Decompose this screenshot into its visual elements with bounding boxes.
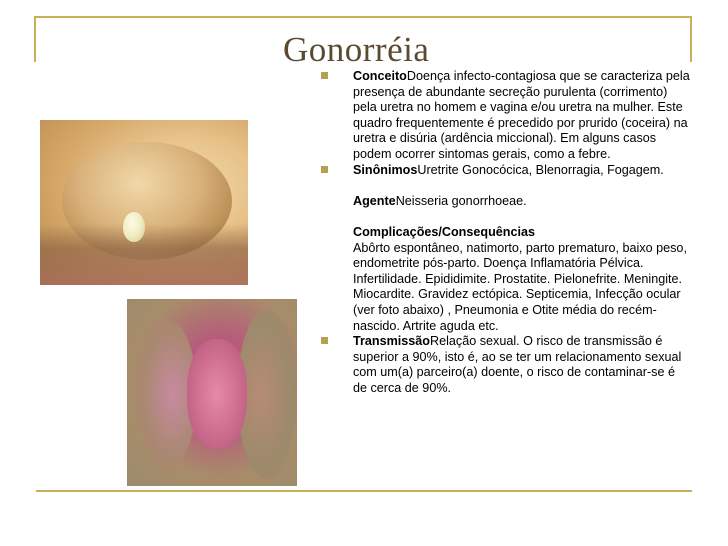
sub-body: Abôrto espontâneo, natimorto, parto prematuro, baixo peso, endometrite pós-parto. Doença Inflamatória Pélvica. Infertilidade. Epididimite. Prostatite. Pielonefrite. Meningite. Miocardite. Gravidez ectópica. Septicemia, Infecção ocular (ver foto abaixo) , Pneumonia e Otite média do recém-nascido. Artrite aguda etc. [353,240,687,333]
paragraph-gap [353,178,692,194]
square-bullet-icon [321,337,328,344]
bullet-body: Uretrite Gonocócica, Blenorragia, Fogagem. [417,162,664,177]
clinical-photo-male [40,120,248,285]
slide-title: Gonorréia [283,30,430,69]
bullet-text [353,334,692,396]
sub-body: Neisseria gonorrhoeae. [395,193,527,208]
paragraph-gap [353,209,692,225]
right-rule [690,16,692,62]
sub-paragraph-agente [353,194,692,210]
bullet-transmissao [320,334,692,396]
left-rule [34,16,36,62]
square-bullet-icon [321,166,328,173]
clinical-photo-female [127,299,297,486]
bullet-term: Conceito [353,69,407,83]
bullet-conceito [320,69,692,163]
bullet-list [320,69,692,396]
bullet-text [353,163,692,179]
photo-center-fold [187,339,247,449]
sub-term: Agente [353,193,396,208]
bullet-term: Sinônimos [353,162,418,177]
top-rule [36,16,692,18]
bullet-sinonimos [320,163,692,335]
bullet-body: Doença infecto-contagiosa que se caracteriza pela presença de abundante secreção purulenta (corrimento) pela uretra no homem e vagina e/ou uretra na mulher. Este quadro frequentemente é precedido por prurido (coceira) na uretra e disúria (ardência miccional). Em alguns casos podem ocorrer sintomas gerais, como a febre. [353,69,690,161]
bullet-text [353,69,692,163]
bullet-term: Transmissão [353,334,431,349]
bullet-body: Relação sexual. O risco de transmissão é superior a 90%, isto é, ao se ter um relacionamento sexual com um(a) parceiro(a) doente, o risco de contaminar-se é de cerca de 90%. [353,334,682,395]
square-bullet-icon [321,72,328,79]
bottom-rule [36,490,692,492]
photo-discharge-drop [123,212,145,242]
sub-paragraph-complicacoes [353,225,692,334]
sub-term: Complicações/Consequências [353,224,535,239]
